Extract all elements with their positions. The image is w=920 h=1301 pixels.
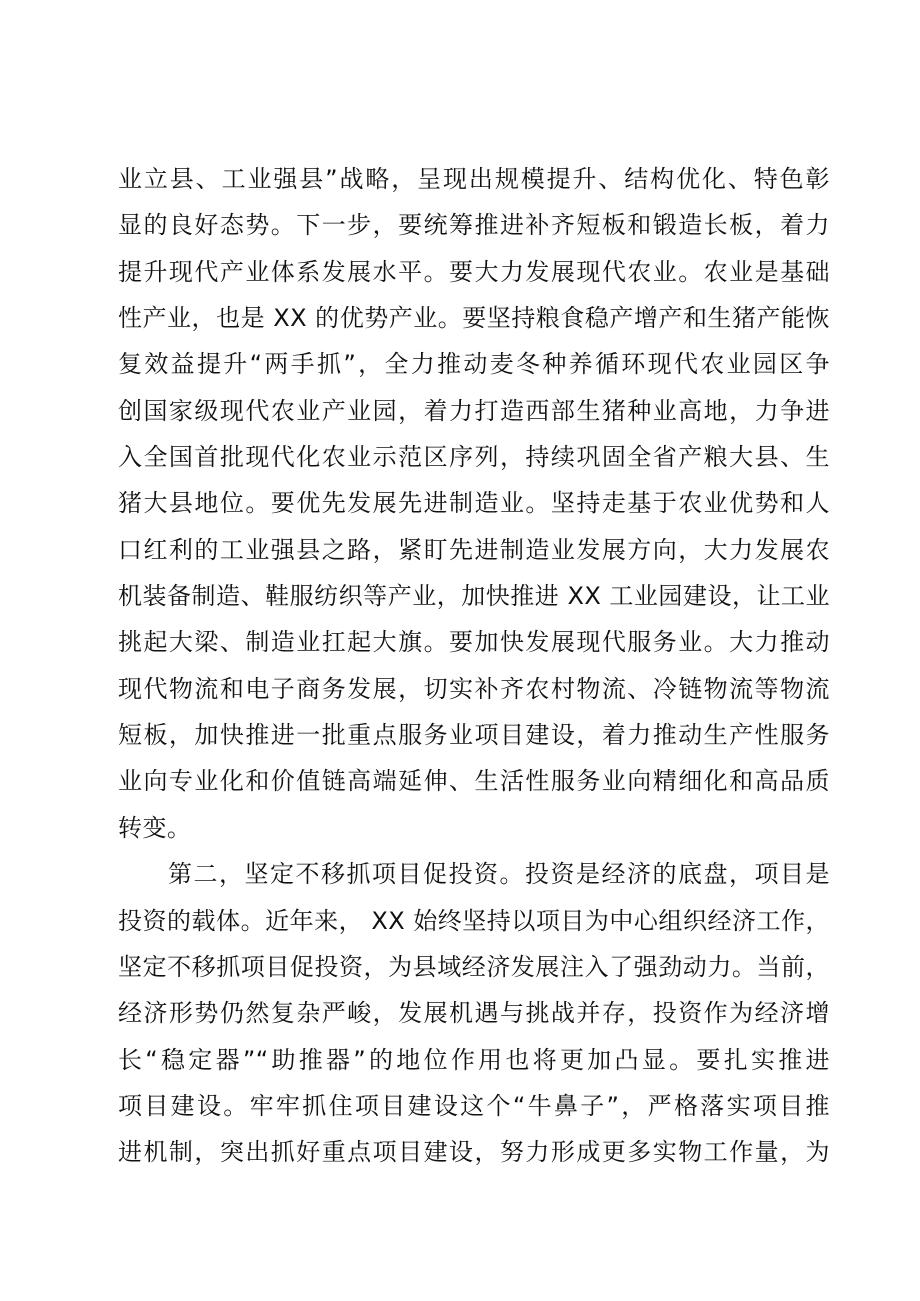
text-line: 业向专业化和价值链高端延伸、生活性服务业向精细化和高品质: [118, 767, 830, 796]
text-line: 提升现代产业体系发展水平。要大力发展现代农业。农业是基础: [118, 257, 830, 286]
text-line: 口红利的工业强县之路，紧盯先进制造业发展方向，大力发展农: [118, 535, 830, 564]
paragraph-first-line: 第二，坚定不移抓项目促投资。投资是经济的底盘，项目是: [168, 860, 830, 889]
document-body: [118, 156, 830, 1176]
text-line: 坚定不移抓项目促投资，为县域经济发展注入了强劲动力。当前，: [118, 952, 830, 981]
text-line: 猪大县地位。要优先发展先进制造业。坚持走基于农业优势和人: [118, 489, 830, 518]
text-line: 投资的载体。近年来， XX 始终坚持以项目为中心组织经济工作，: [118, 906, 830, 935]
text-line: 机装备制造、鞋服纺织等产业，加快推进 XX 工业园建设，让工业: [118, 582, 830, 611]
text-line: 短板，加快推进一批重点服务业项目建设，着力推动生产性服务: [118, 721, 830, 750]
text-line: 挑起大梁、制造业扛起大旗。要加快发展现代服务业。大力推动: [118, 628, 830, 657]
text-line: 性产业，也是 XX 的优势产业。要坚持粮食稳产增产和生猪产能恢: [118, 304, 830, 333]
text-line: 进机制，突出抓好重点项目建设，努力形成更多实物工作量，为: [118, 1138, 830, 1167]
text-line: 业立县、工业强县”战略，呈现出规模提升、结构优化、特色彰: [118, 165, 830, 193]
text-line: 经济形势仍然复杂严峻，发展机遇与挑战并存，投资作为经济增: [118, 999, 830, 1028]
text-line: 项目建设。牢牢抓住项目建设这个“牛鼻子”，严格落实项目推: [118, 1091, 830, 1120]
text-line: 复效益提升“两手抓”，全力推动麦冬种养循环现代农业园区争: [118, 350, 830, 379]
text-line: 转变。: [118, 813, 192, 842]
text-line: 入全国首批现代化农业示范区序列，持续巩固全省产粮大县、生: [118, 443, 830, 472]
text-line: 创国家级现代农业产业园，着力打造西部生猪种业高地，力争进: [118, 396, 830, 425]
text-line: 显的良好态势。下一步，要统筹推进补齐短板和锻造长板，着力: [118, 211, 830, 240]
text-line: 长“稳定器”“助推器”的地位作用也将更加凸显。要扎实推进: [118, 1045, 830, 1074]
text-line: 现代物流和电子商务发展，切实补齐农村物流、冷链物流等物流: [118, 674, 830, 703]
